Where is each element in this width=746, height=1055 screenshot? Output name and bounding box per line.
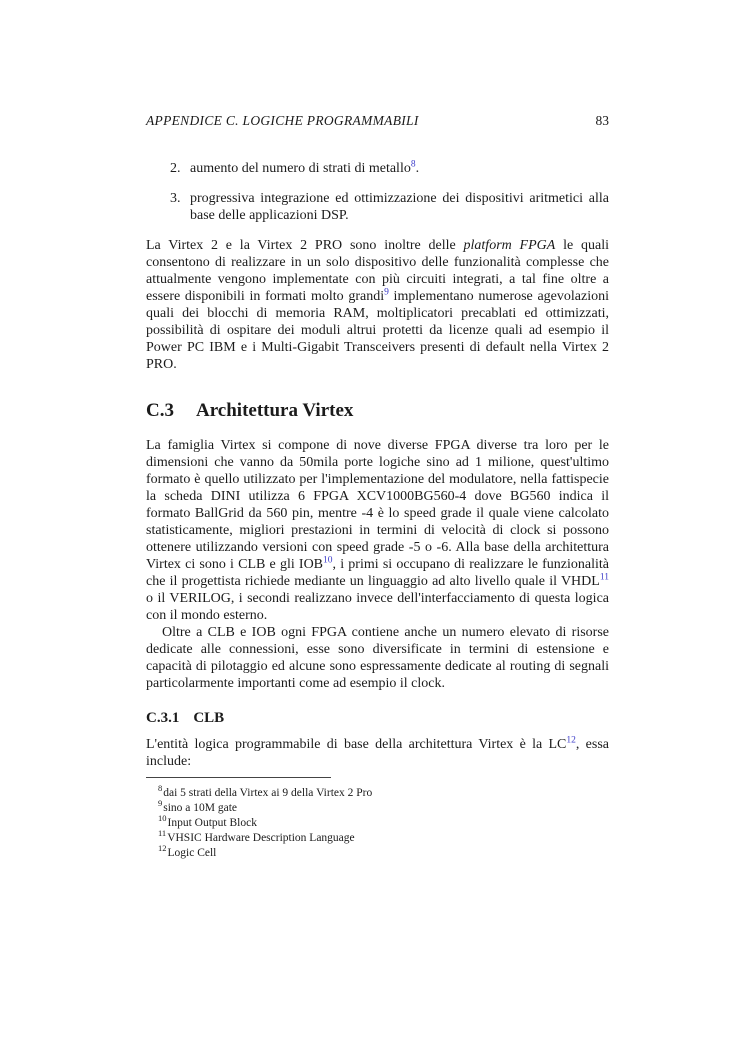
- list-item-2-text-segment: aumento del numero di strati di metallo: [190, 161, 411, 176]
- footnote-item-12: [146, 843, 609, 861]
- footnote-8-marker: 8: [158, 783, 163, 794]
- footnote-item-9: [146, 798, 609, 816]
- footnote-11-marker: 11: [158, 828, 167, 839]
- paragraph-routing-resources: Oltre a CLB e IOB ogni FPGA contiene anche un numero elevato di risorse dedicate alle connessioni, esse sono diversificate in termini di estensione e capacità di pilotaggio ed alcune sono espressamente dedicate al routing di segnali particolarmente importanti come ad esempio il clock.: [146, 625, 609, 691]
- footnote-9-marker: 9: [158, 798, 163, 809]
- footnotes-block: [146, 783, 609, 861]
- platform-fpga-emphasis: platform FPGA: [463, 238, 556, 253]
- footnote-ref-9[interactable]: 9: [384, 287, 389, 298]
- footnote-ref-10[interactable]: 10: [323, 555, 333, 566]
- footnote-ref-8[interactable]: 8: [410, 159, 416, 170]
- section-heading-c3: [146, 399, 609, 423]
- footnote-item-8: [146, 783, 609, 801]
- header-title: APPENDICE C. LOGICHE PROGRAMMABILI: [146, 113, 419, 128]
- text-block: [146, 112, 609, 861]
- running-header: [146, 112, 609, 129]
- paragraph1-segment-2: le quali consentono di realizzare in un solo dispositivo delle funzionalità complesse che attualmente vengono implementate con più circuiti integrati, a tal fine oltre a essere disponibili in formati molto grandi: [146, 238, 609, 304]
- footnote-12-marker: 12: [158, 843, 167, 854]
- footnote-rule: [146, 777, 331, 778]
- section-title: Architettura Virtex: [195, 400, 354, 421]
- footnote-8-text: dai 5 strati della Virtex ai 9 della Virtex 2 Pro: [163, 787, 373, 799]
- list-item-2-marker: 2.: [170, 161, 181, 176]
- page-number: 83: [595, 113, 609, 128]
- numbered-list: [146, 160, 609, 224]
- subsection-title: CLB: [193, 710, 225, 726]
- paragraph2-segment-2: , i primi si occupano di realizzare le funzionalità che il progettista richiede mediante un linguaggio ad alto livello quale il VHDL: [146, 557, 609, 589]
- footnote-10-text: Input Output Block: [167, 817, 257, 829]
- paragraph-platform-fpga: [146, 237, 609, 373]
- paragraph-logic-cell: [146, 736, 609, 770]
- paragraph2-segment-3: o il VERILOG, i secondi realizzano invece dell'interfacciamento di questa logica con il mondo esterno.: [146, 591, 609, 623]
- list-item-2-text: [190, 160, 609, 177]
- footnote-12-text: Logic Cell: [167, 847, 217, 859]
- paragraph1-segment-1: La Virtex 2 e la Virtex 2 PRO sono inoltre delle: [146, 238, 464, 253]
- paragraph2-segment-1: La famiglia Virtex si compone di nove diverse FPGA diverse tra loro per le dimensioni che vanno da 50mila porte logiche sino ad 1 milione, quest'ultimo formato è quello utilizzato per l'implementazione del modulatore, nella fattispecie la scheda DINI utilizza 6 FPGA XCV1000BG560-4 dove BG560 indica il formato BallGrid da 560 pin, mentre -4 è lo speed grade il quale viene calcolato statisticamente, migliori prestazioni in termini di velocità di clock si possono ottenere utilizzando versioni con speed grade -5 o -6. Alla base della architettura Virtex ci sono i CLB e gli IOB: [146, 438, 609, 572]
- list-item-2: [146, 160, 609, 177]
- footnote-item-10: [146, 813, 609, 831]
- paragraph-virtex-family: [146, 437, 609, 624]
- list-item-2-period: .: [415, 161, 420, 176]
- section-number: C.3: [146, 400, 174, 421]
- paragraph4-segment-1: L'entità logica programmabile di base della architettura Virtex è la LC: [146, 737, 567, 752]
- list-item-3-text: progressiva integrazione ed ottimizzazione dei dispositivi aritmetici alla base delle applicazioni DSP.: [190, 191, 609, 223]
- footnote-11-text: VHSIC Hardware Description Language: [167, 832, 355, 844]
- footnote-10-marker: 10: [158, 813, 167, 824]
- footnote-ref-11[interactable]: 11: [599, 572, 609, 583]
- footnote-item-11: [146, 828, 609, 846]
- subsection-number: C.3.1: [146, 710, 180, 726]
- footnote-9-text: sino a 10M gate: [163, 802, 238, 814]
- subsection-heading-c31: [146, 709, 609, 728]
- paragraph1-segment-3: implementano numerose agevolazioni quali dei blocchi di memoria RAM, moltiplicatori precablati ed ottimizzati, possibilità di ospitare dei moduli altrui protetti da licenze quali ad esempio il Power PC IBM e i Multi-Gigabit Transceivers presenti di default nella Virtex 2 PRO.: [146, 289, 609, 372]
- footnote-ref-12[interactable]: 12: [566, 735, 576, 746]
- list-item-3: [146, 190, 609, 224]
- paragraph4-segment-2: , essa include:: [146, 737, 610, 769]
- list-item-3-marker: 3.: [170, 191, 181, 206]
